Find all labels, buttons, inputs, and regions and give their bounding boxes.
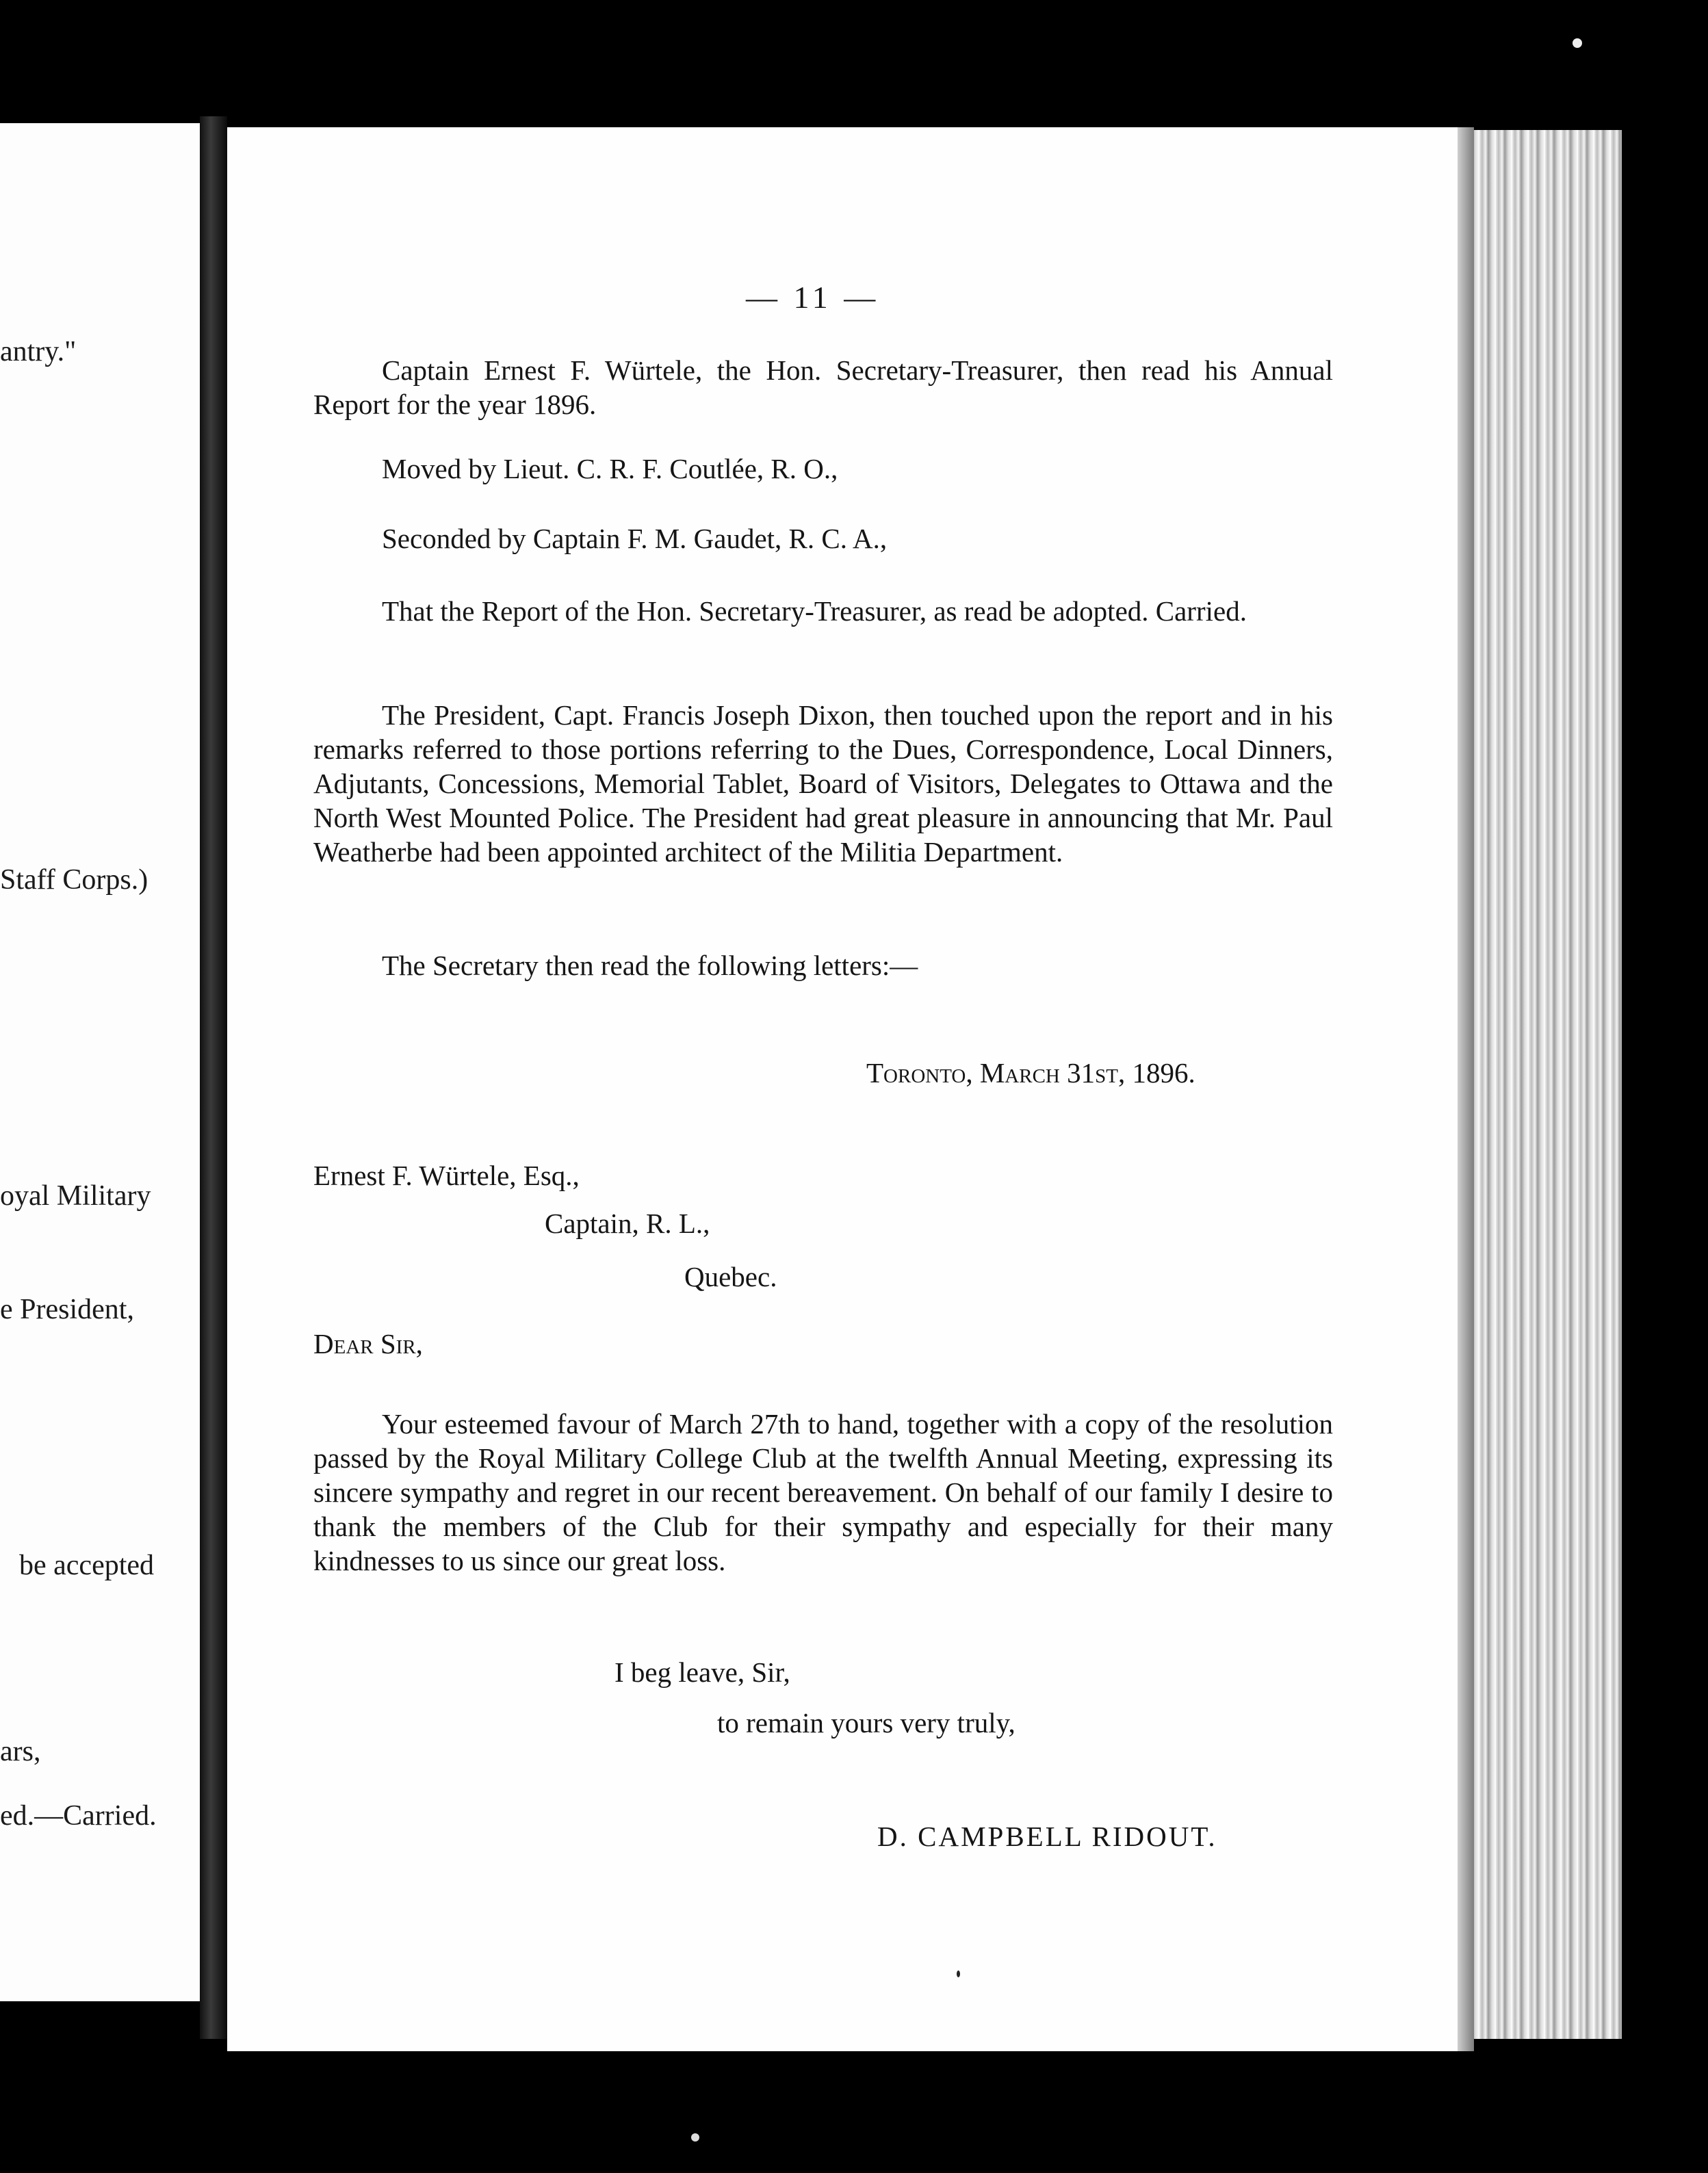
page-edge-shadow: [1458, 127, 1474, 2051]
left-fragment: antry.": [0, 336, 77, 367]
letter-body: Your esteemed favour of March 27th to hand, together with a copy of the resolution passed by the Royal Military College Club at the twelfth Annual Meeting, expressing its sincere sympathy and regret in our recent bereavement. On behalf of our family I desire to thank the members of the Club for their sympathy and especially for their many kindnesses to us since our great loss.: [313, 1408, 1333, 1576]
letter-closing-1: I beg leave, Sir,: [614, 1656, 790, 1688]
letter-addressee-name: Ernest F. Würtele, Esq.,: [313, 1160, 580, 1191]
paragraph-moved: Moved by Lieut. C. R. F. Coutlée, R. O.,: [382, 453, 838, 484]
paragraph-report: Captain Ernest F. Würtele, the Hon. Secretary-Treasurer, then read his Annual Report for the year 1896.: [313, 354, 1333, 420]
left-fragment: ed.—Carried.: [0, 1800, 157, 1832]
page-edges: [1463, 130, 1622, 2039]
scan-speck: [691, 2133, 699, 2142]
paragraph-seconded: Seconded by Captain F. M. Gaudet, R. C. A.,: [382, 523, 888, 554]
letter-dateline: Toronto, March 31st, 1896.: [866, 1057, 1195, 1089]
book-gutter: [200, 116, 227, 2039]
scan-speck: [957, 1970, 960, 1977]
page-number: — 11 —: [746, 280, 880, 315]
letter-closing-2: to remain yours very truly,: [717, 1707, 1015, 1739]
letter-salutation: Dear Sir,: [313, 1328, 423, 1359]
letter-signature: D. CAMPBELL RIDOUT.: [877, 1821, 1217, 1852]
paragraph-president: The President, Capt. Francis Joseph Dixon, then touched upon the report and in his remarks referred to those portions referring to the Dues, Correspondence, Local Dinners, Adjutants, Concessions, Memorial Tablet, Board of Visitors, Delegates to Ottawa and the North West Mounted Police. The President had great pleasure in announcing that Mr. Paul Weatherbe had been appointed architect of the Militia Department.: [313, 699, 1333, 868]
left-fragment: ars,: [0, 1736, 41, 1767]
left-fragment: Staff Corps.): [0, 864, 148, 896]
paragraph-adopted: That the Report of the Hon. Secretary-Treasurer, as read be adopted. Carried.: [382, 595, 1247, 627]
left-fragment: e President,: [0, 1294, 134, 1325]
letter-addressee-city: Quebec.: [684, 1261, 777, 1292]
left-fragment: oyal Military: [0, 1180, 151, 1212]
left-fragment: be accepted: [19, 1550, 155, 1581]
letter-addressee-rank: Captain, R. L.,: [545, 1208, 710, 1239]
paragraph-letters-intro: The Secretary then read the following letters:—: [382, 950, 918, 981]
left-page: [0, 123, 212, 2001]
scan-speck: [1573, 38, 1582, 48]
